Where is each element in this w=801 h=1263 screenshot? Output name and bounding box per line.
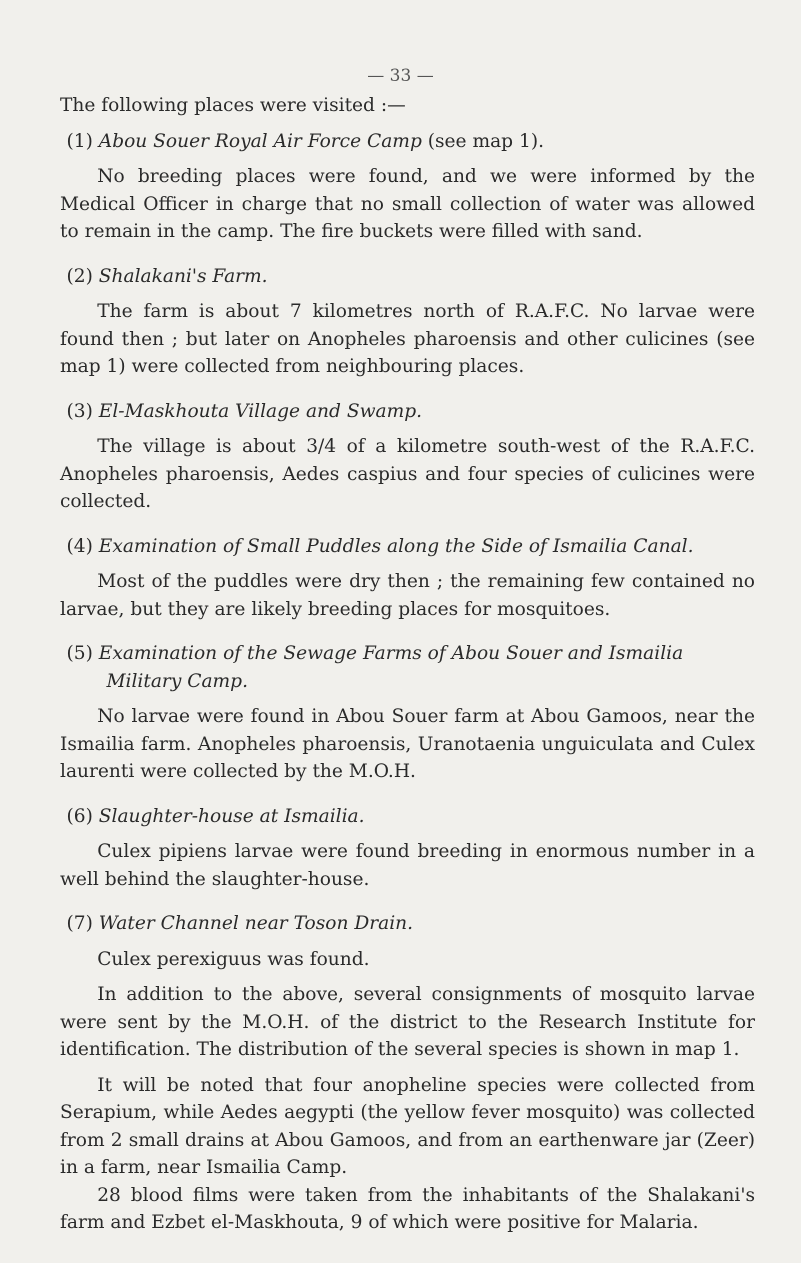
section-5-paragraph: No larvae were found in Abou Souer farm at Abou Gamoos, near the Ismailia farm. Anopheles pharoensis, Uranotaenia unguiculata and Culex laurenti were collected by the M.O.H. [60,706,755,782]
intro-line: The following places were visited :— [60,95,406,116]
section-heading-6 [60,803,755,831]
section-3-paragraph: The village is about 3/4 of a kilometre south-west of the R.A.F.C. Anopheles pharoensis, Aedes caspius and four species of culicines were collected. [60,436,755,512]
section-7-paragraph-1: Culex perexiguus was found. [97,948,370,970]
section-2-paragraph: The farm is about 7 kilometres north of R.A.F.C. No larvae were found then ; but later on Anopheles pharoensis and other culicines (see map 1) were collected from neighbouring places. [60,301,755,377]
section-heading-7 [60,910,755,938]
section-number: (3) [66,400,93,422]
section-title: Abou Souer Royal Air Force Camp [98,130,422,152]
section-number: (1) [66,130,93,152]
section-heading-1 [60,128,755,156]
section-4-paragraph: Most of the puddles were dry then ; the remaining few contained no larvae, but they are likely breeding places for mosquitoes. [60,571,755,620]
section-7-paragraph-3: It will be noted that four anopheline species were collected from Serapium, while Aedes aegypti (the yellow fever mosquito) was collected from 2 small drains at Abou Gamoos, and from an earthenware jar (Zeer) in a farm, near Ismailia Camp. [60,1074,755,1178]
section-7-paragraph-2: In addition to the above, several consignments of mosquito larvae were sent by the M.O.H. of the district to the Research Institute for identification. The distribution of the several species is shown in map 1. [60,984,755,1060]
section-title: Slaughter-house at Ismailia. [98,805,365,827]
section-title: Examination of Small Puddles along the Side of Ismailia Canal. [98,535,694,557]
section-number: (2) [66,265,93,287]
page-number: — 33 — [367,66,434,86]
section-title: Water Channel near Toson Drain. [98,913,414,934]
section-heading-4 [60,533,755,561]
section-7-paragraph-4: 28 blood films were taken from the inhabitants of the Shalakani's farm and Ezbet el-Maskhouta, 9 of which were positive for Malaria. [60,1184,755,1233]
section-title: Shalakani's Farm. [98,265,268,287]
section-title-suffix: (see map 1). [421,130,544,152]
section-number: (5) [66,643,93,664]
section-heading-3 [60,398,755,426]
section-heading-5 [60,640,755,695]
section-6-paragraph: Culex pipiens larvae were found breeding in enormous number in a well behind the slaughter-house. [60,841,755,890]
section-title: El-Maskhouta Village and Swamp. [98,400,423,422]
section-1-paragraph: No breeding places were found, and we were informed by the Medical Officer in charge that no small collection of water was allowed to remain in the camp. The fire buckets were filled with sand. [60,166,755,242]
section-heading-2 [60,263,755,291]
section-number: (4) [66,535,93,557]
section-number: (6) [66,805,93,827]
page-body [60,92,755,1237]
section-number: (7) [66,913,93,934]
section-title: Examination of the Sewage Farms of Abou Souer and Ismailia Military Camp. [98,643,684,692]
